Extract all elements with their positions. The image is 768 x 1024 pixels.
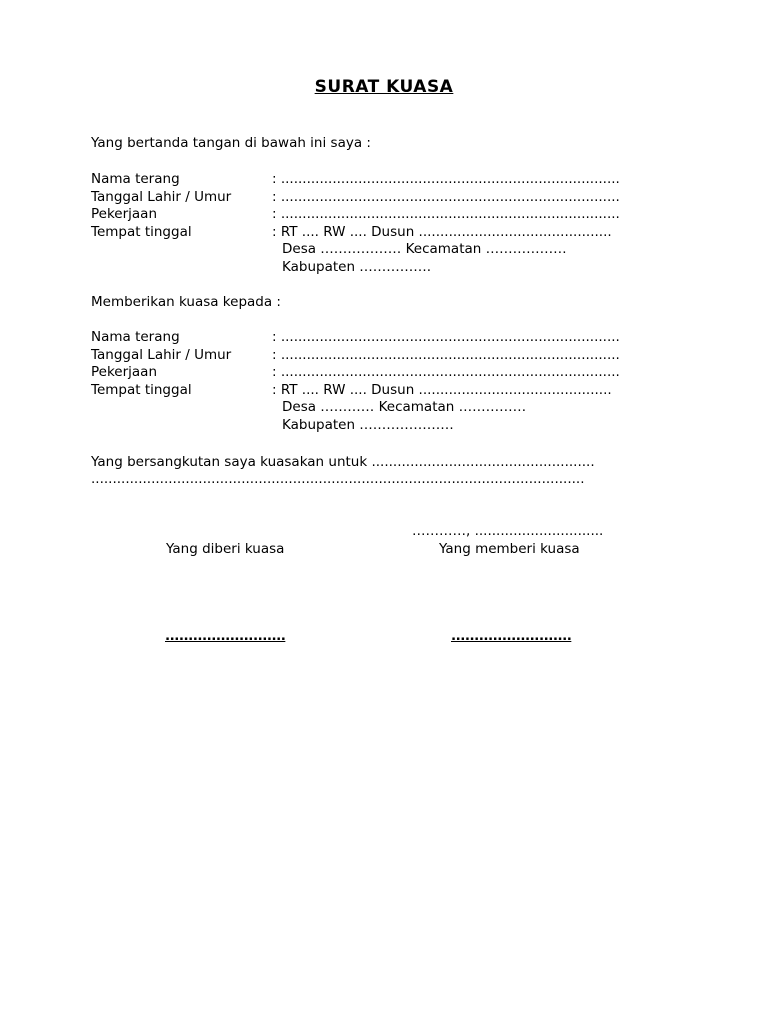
penerima-pekerjaan-label: Pekerjaan <box>91 364 158 380</box>
pemberi-kabupaten-line: Kabupaten ……………. <box>282 259 432 275</box>
right-signer-label: Yang memberi kuasa <box>439 541 580 557</box>
pemberi-tempat-label: Tempat tinggal <box>91 224 192 240</box>
right-signature-line: .......................... <box>451 628 572 644</box>
place-date: …………, .............................. <box>412 523 604 539</box>
left-signature-line: .......................... <box>165 628 286 644</box>
purpose-line-1: Yang bersangkutan saya kuasakan untuk .................................................... <box>91 454 595 470</box>
penerima-ttl-value: : ............................................................................... <box>272 347 620 363</box>
pemberi-kabupaten-row <box>0 259 768 277</box>
pemberi-tempat-value: : RT .... RW .... Dusun ............................................. <box>272 224 612 240</box>
penerima-nama-row <box>0 329 768 347</box>
penerima-tempat-value: : RT .... RW .... Dusun ............................................. <box>272 382 612 398</box>
pemberi-nama-label: Nama terang <box>91 171 180 187</box>
penerima-ttl-row <box>0 347 768 365</box>
pemberi-tempat-row <box>0 224 768 242</box>
intro-text: Yang bertanda tangan di bawah ini saya : <box>91 135 371 151</box>
penerima-nama-label: Nama terang <box>91 329 180 345</box>
left-signer-label: Yang diberi kuasa <box>166 541 285 557</box>
purpose-line-2: ................................................................................................................... <box>91 471 585 487</box>
document-title: SURAT KUASA <box>314 77 454 97</box>
penerima-ttl-label: Tanggal Lahir / Umur <box>91 347 232 363</box>
penerima-pekerjaan-row <box>0 364 768 382</box>
penerima-nama-value: : ............................................................................... <box>272 329 620 345</box>
penerima-tempat-row <box>0 382 768 400</box>
penerima-pekerjaan-value: : ............................................................................... <box>272 364 620 380</box>
penerima-kabupaten-line: Kabupaten ………………… <box>282 417 454 433</box>
pemberi-nama-value: : ............................................................................... <box>272 171 620 187</box>
penerima-desa-line: Desa ………… Kecamatan …………… <box>282 399 527 415</box>
pemberi-desa-row <box>0 241 768 259</box>
penerima-kabupaten-row <box>0 417 768 435</box>
pemberi-pekerjaan-label: Pekerjaan <box>91 206 158 222</box>
pemberi-ttl-row <box>0 189 768 207</box>
pemberi-nama-row <box>0 171 768 189</box>
penerima-tempat-label: Tempat tinggal <box>91 382 192 398</box>
pemberi-desa-line: Desa ……………… Kecamatan ……………… <box>282 241 567 257</box>
memberi-heading: Memberikan kuasa kepada : <box>91 294 281 310</box>
pemberi-pekerjaan-value: : ............................................................................... <box>272 206 620 222</box>
penerima-desa-row <box>0 399 768 417</box>
pemberi-ttl-label: Tanggal Lahir / Umur <box>91 189 232 205</box>
pemberi-pekerjaan-row <box>0 206 768 224</box>
pemberi-ttl-value: : ............................................................................... <box>272 189 620 205</box>
